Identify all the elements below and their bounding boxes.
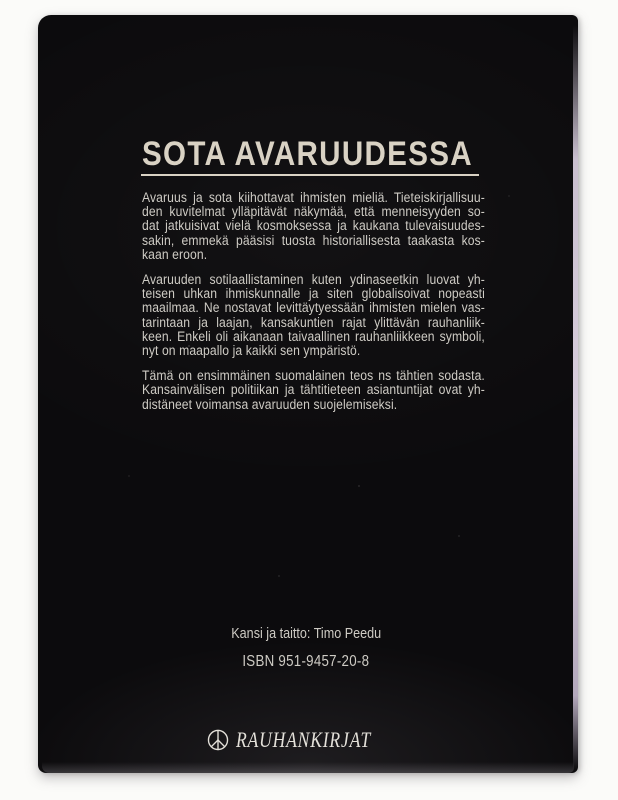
publisher-logo (38, 725, 574, 755)
blurb-text-line: teisen uhkan ihmiskunnalle ja siten globalisoivat nopeasti (142, 286, 485, 302)
title-underline (141, 174, 479, 176)
blurb-text-line: nyt on maapallo ja kaikki sen ympäristö. (142, 343, 361, 359)
isbn-text: ISBN 951-9457-20-8 (242, 653, 370, 670)
blurb-text-line: Avaruus ja sota kiihottavat ihmisten mieliä. Tieteiskirjallisuu- (142, 190, 485, 205)
blurb-paragraph (142, 191, 485, 262)
blurb-text-line: keen. Enkeli oli aikanaan taivaallinen rauhanliikkeen symboli, (142, 328, 485, 344)
blurb-text-line: sakin, emmekä pääsisi tuosta historiallisesta taakasta kos- (142, 232, 485, 248)
blurb-text-line: Avaruuden sotilaallistaminen kuten ydinaseetkin luovat yh- (142, 272, 485, 288)
publisher-name: RAUHANKIRJAT (236, 727, 372, 752)
blurb-text-line: den kuvitelmat ylläpitävät näkymää, että menneisyyden so- (142, 204, 485, 220)
book-back-cover (38, 15, 578, 773)
credits-line (38, 625, 574, 642)
peace-symbol-icon (207, 729, 229, 751)
blurb-text-line: dat jatkuisivat vielä kosmoksessa ja kaukana tulevaisuudes- (142, 218, 485, 234)
blurb-text-line: maailmaa. Ne nostavat levittäytyessään ihmisten mielen vas- (142, 300, 485, 316)
blurb-text (142, 191, 485, 423)
blurb-paragraph (142, 273, 485, 358)
blurb-text-line: tarintaan ja laajan, kansakuntien rajat ylittävän rauhanliik- (142, 314, 485, 330)
isbn-line (38, 653, 574, 671)
blurb-text-line: Kansainvälisen politiikan ja tähtitieteen asiantuntijat ovat yh- (142, 382, 485, 398)
blurb-text-line: distäneet voimansa avaruuden suojelemiseksi. (142, 396, 398, 412)
page-edge-strip (573, 25, 578, 770)
blurb-text-line: kaan eroon. (142, 246, 208, 262)
credits-text: Kansi ja taitto: Timo Peedu (231, 625, 381, 642)
blurb-text-line: Tämä on ensimmäinen suomalainen teos ns tähtien sodasta. (142, 368, 485, 384)
book-title: SOTA AVARUUDESSA (142, 135, 473, 173)
dust-specks (38, 15, 40, 17)
blurb-paragraph (142, 369, 485, 412)
